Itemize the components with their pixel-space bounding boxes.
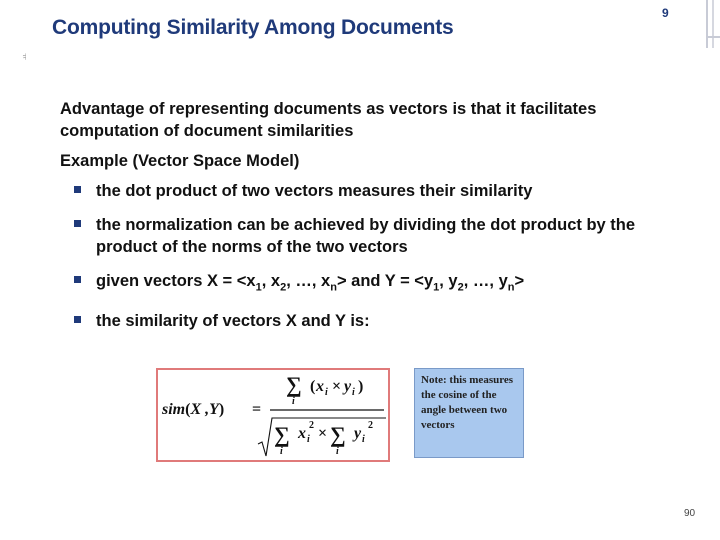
svg-text:): ): [358, 378, 364, 395]
svg-text:2: 2: [309, 420, 314, 431]
svg-text:(: (: [310, 378, 316, 395]
slide-number-bottom: 90: [684, 508, 696, 519]
svg-text:∑: ∑: [330, 422, 346, 447]
bullet-text: the dot product of two vectors measures their similarity: [96, 182, 533, 200]
bullet-list: [60, 180, 640, 332]
bullet-item: [60, 270, 640, 298]
cosine-similarity-formula: [158, 370, 388, 460]
svg-text:sim(X ,Y): sim(X ,Y): [162, 401, 225, 418]
svg-text:i: i: [307, 434, 310, 445]
bullet-text: the similarity of vectors X and Y is:: [96, 312, 370, 331]
numerator-sum: ∑: [286, 372, 302, 397]
square-bullet-icon: [74, 220, 81, 227]
square-bullet-icon: [74, 316, 81, 323]
bullet-text: the normalization can be achieved by dividing the dot product by the product of the norms of the two vectors: [96, 216, 636, 256]
formula-function: sim: [162, 401, 186, 418]
formula-args: X ,Y: [190, 401, 219, 418]
slide-body: [60, 98, 640, 344]
svg-text:y: y: [344, 378, 352, 395]
svg-text:×: ×: [332, 378, 342, 395]
side-mark: ㅛ: [22, 53, 29, 60]
corner-decoration: [696, 0, 720, 48]
svg-text:y: y: [354, 425, 362, 442]
numerator-index: i: [292, 396, 295, 407]
formula-equals: =: [252, 401, 262, 418]
svg-text:x: x: [298, 425, 306, 442]
svg-text:x: x: [316, 378, 324, 395]
svg-text:i: i: [362, 434, 365, 445]
bullet-text: given vectors $X = <x_1$, $x_2$, …, $x_n>$ and $Y = <y_1$, $y_2$, …, $y_n>$: [96, 272, 525, 294]
bullet-item: [60, 180, 640, 202]
slide-title: Computing Similarity Among Documents: [52, 16, 454, 39]
svg-text:×: ×: [318, 425, 328, 442]
bullet-item: [60, 214, 640, 258]
square-bullet-icon: [74, 186, 81, 193]
bullet-item: [60, 310, 640, 332]
svg-text:i: i: [336, 446, 339, 457]
svg-text:∑: ∑: [274, 422, 290, 447]
svg-text:i: i: [352, 387, 355, 398]
example-heading: Example (Vector Space Model): [60, 152, 300, 170]
intro-paragraph: Advantage of representing documents as vectors is that it facilitates computation of document similarities: [60, 100, 597, 140]
square-bullet-icon: [74, 276, 81, 283]
svg-text:i: i: [325, 387, 328, 398]
note-callout: Note: this measures the cosine of the angle between two vectors: [414, 368, 524, 458]
svg-text:i: i: [280, 446, 283, 457]
svg-text:2: 2: [368, 420, 373, 431]
slide-number-top: 9: [662, 6, 669, 20]
similarity-formula-box: [156, 368, 390, 462]
